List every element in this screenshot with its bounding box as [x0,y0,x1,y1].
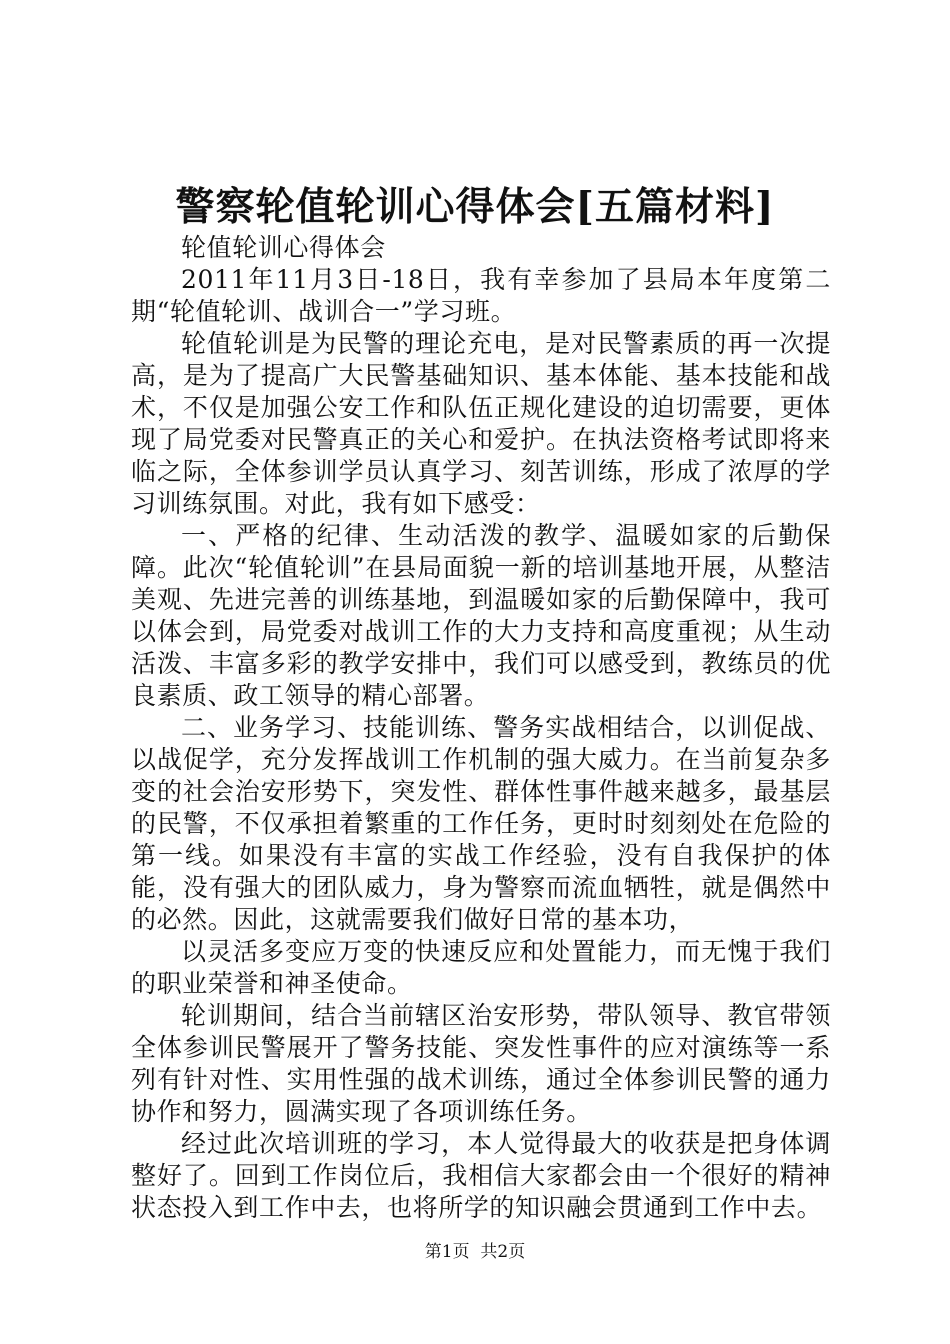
page-footer [0,1241,950,1263]
paragraph-subtitle: 轮值轮训心得体会 [181,233,386,262]
paragraph: 以灵活多变应万变的快速反应和处置能力，而无愧于我们的职业荣誉和神圣使命。 [131,937,831,998]
document-title: 警察轮值轮训心得体会[五篇材料] [175,184,775,230]
paragraph: 2011年11月3日-18日，我有幸参加了县局本年度第二期“轮值轮训、战训合一”学习班。 [131,265,831,326]
paragraph: 轮训期间，结合当前辖区治安形势，带队领导、教官带领全体参训民警展开了警务技能、突发性事件的应对演练等一系列有针对性、实用性强的战术训练，通过全体参训民警的通力协作和努力，圆满实现了各项训练任务。 [131,1001,831,1126]
paragraph: 经过此次培训班的学习，本人觉得最大的收获是把身体调整好了。回到工作岗位后，我相信大家都会由一个很好的精神状态投入到工作中去，也将所学的知识融会贯通到工作中去。 [131,1129,831,1222]
page-total: 共2页 [480,1242,526,1262]
page-number: 第1页 [424,1242,470,1262]
paragraph: 二、业务学习、技能训练、警务实战相结合，以训促战、以战促学，充分发挥战训工作机制的强大威力。在当前复杂多变的社会治安形势下，突发性、群体性事件越来越多，最基层的民警，不仅承担着繁重的工作任务，更时时刻刻处在危险的第一线。如果没有丰富的实战工作经验，没有自我保护的体能，没有强大的团队威力，身为警察而流血牺牲，就是偶然中的必然。因此，这就需要我们做好日常的基本功， [131,713,831,934]
paragraph: 一、严格的纪律、生动活泼的教学、温暖如家的后勤保障。此次“轮值轮训”在县局面貌一新的培训基地开展，从整洁美观、先进完善的训练基地，到温暖如家的后勤保障中，我可以体会到，局党委对战训工作的大力支持和高度重视；从生动活泼、丰富多彩的教学安排中，我们可以感受到，教练员的优良素质、政工领导的精心部署。 [131,521,831,710]
paragraph: 轮值轮训是为民警的理论充电，是对民警素质的再一次提高，是为了提高广大民警基础知识、基本体能、基本技能和战术，不仅是加强公安工作和队伍正规化建设的迫切需要，更体现了局党委对民警真正的关心和爱护。在执法资格考试即将来临之际，全体参训学员认真学习、刻苦训练，形成了浓厚的学习训练氛围。对此，我有如下感受： [131,329,831,518]
footer-separator [470,1242,481,1262]
document-body [131,232,831,1224]
